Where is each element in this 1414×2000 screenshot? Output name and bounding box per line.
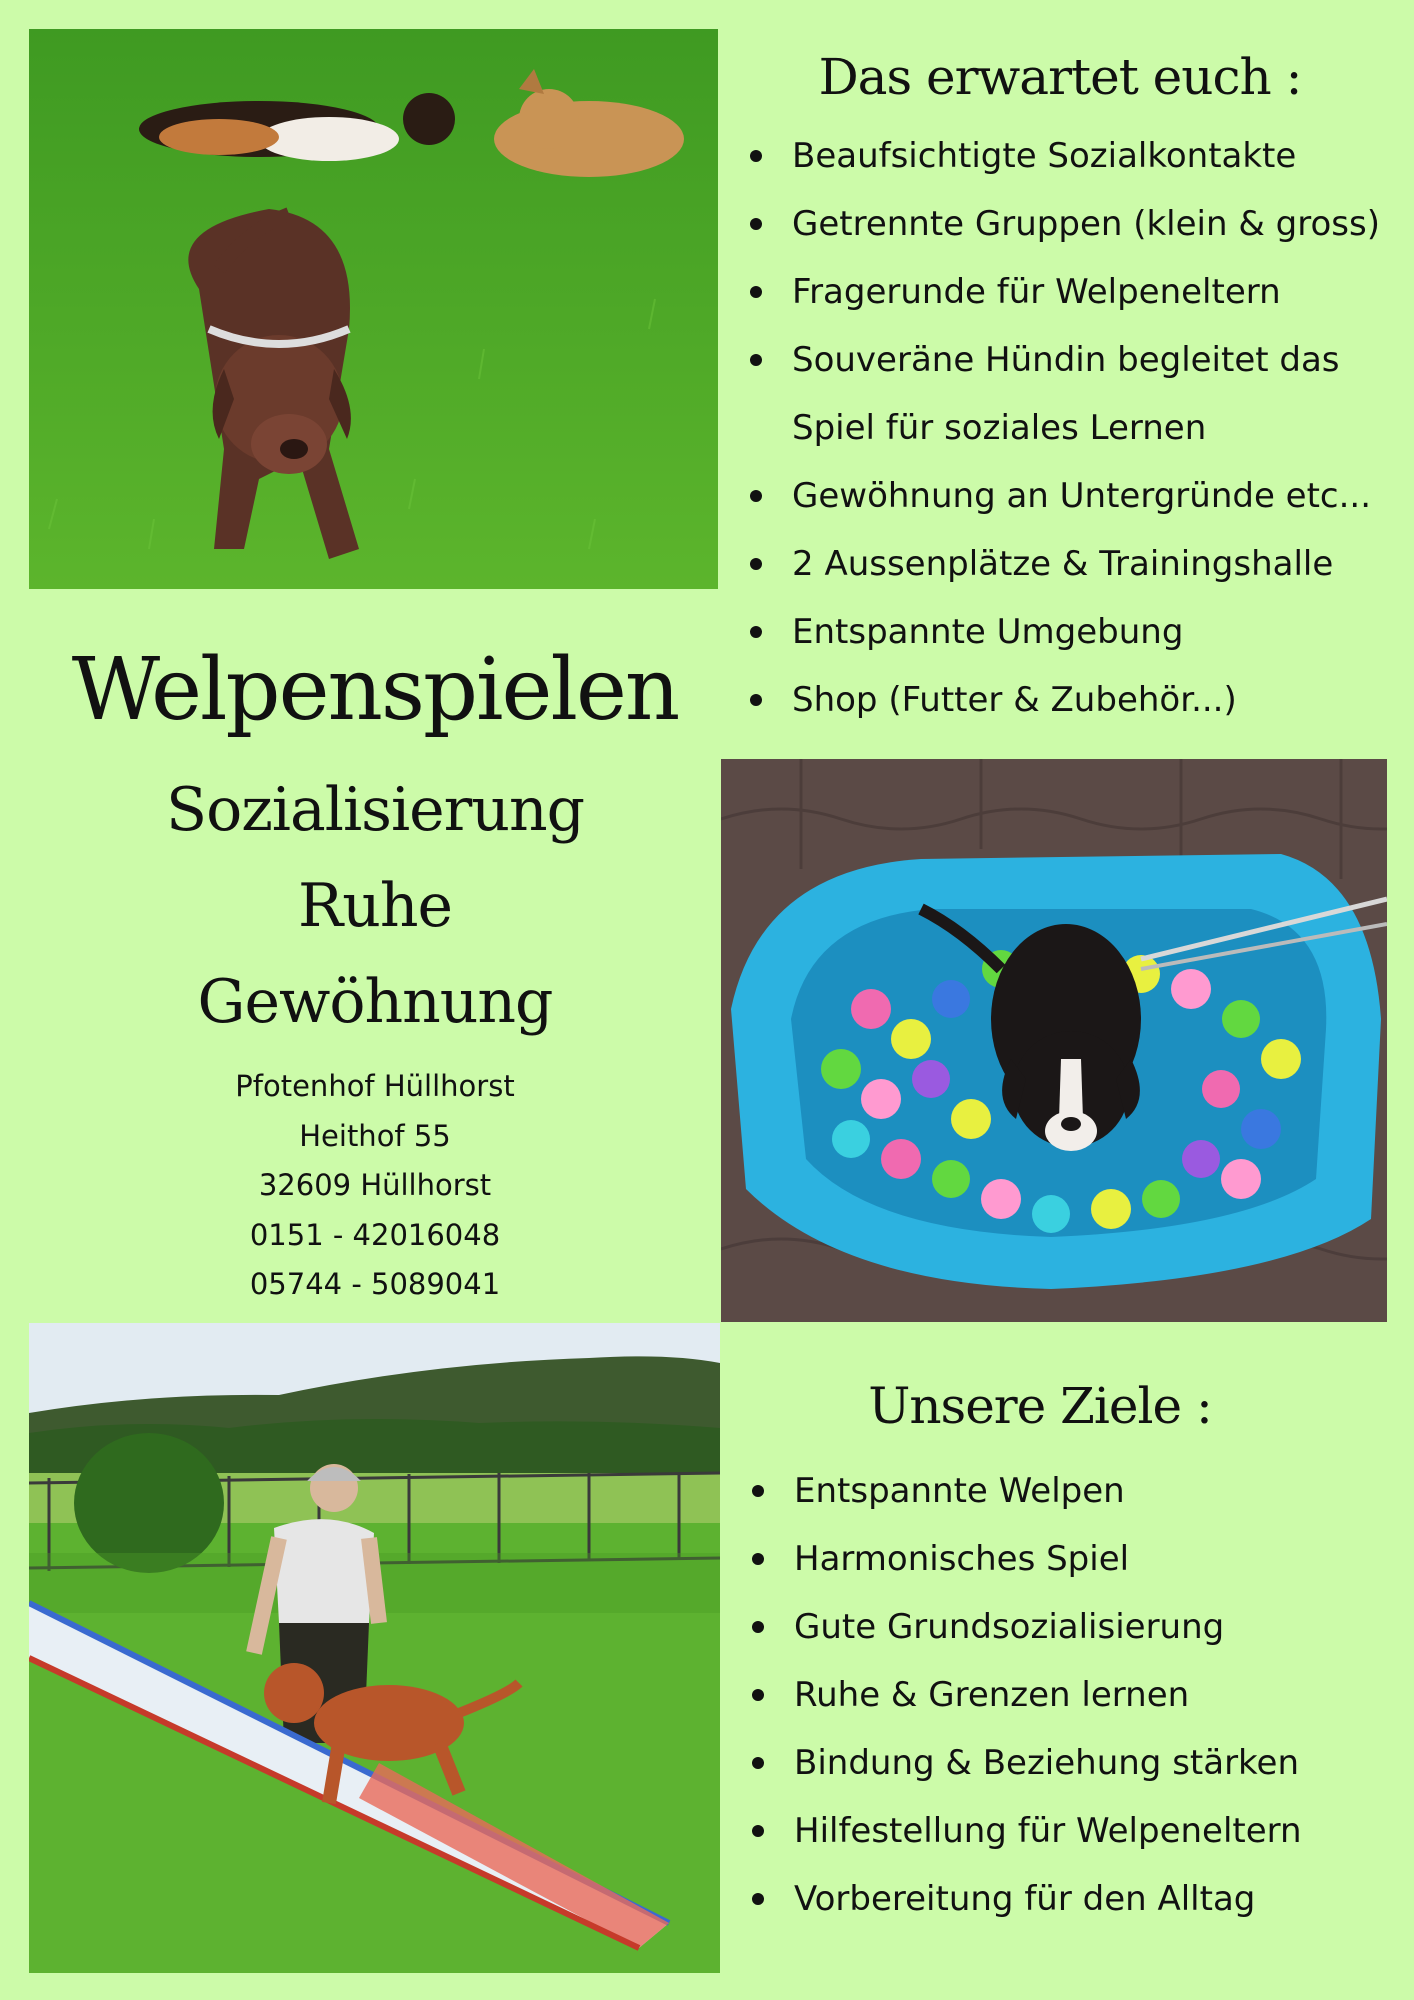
expect-list	[750, 122, 1380, 734]
list-item: Entspannte Welpen	[752, 1457, 1302, 1525]
expect-title: Das erwartet euch :	[818, 48, 1302, 106]
list-item: 2 Aussenplätze & Trainingshalle	[750, 530, 1380, 598]
list-item: Hilfestellung für Welpeneltern	[752, 1797, 1302, 1865]
list-item: Shop (Futter & Zubehör...)	[750, 666, 1380, 734]
phone-landline: 05744 - 5089041	[249, 1267, 501, 1301]
photo-dogs-on-grass	[29, 29, 718, 589]
photo-puppy-ball-pool	[721, 759, 1387, 1322]
subtitle-habituation: Gewöhnung	[197, 967, 553, 1037]
subtitle-calm: Ruhe	[298, 871, 452, 941]
goals-list	[752, 1457, 1302, 1933]
list-item-continuation: Spiel für soziales Lernen	[792, 408, 1207, 448]
subtitle-socialization: Sozialisierung	[165, 775, 585, 845]
subtitle-list	[40, 762, 710, 1050]
address-name: Pfotenhof Hüllhorst	[235, 1069, 515, 1103]
photo-agility-ramp	[29, 1323, 720, 1973]
list-item: Gute Grundsozialisierung	[752, 1593, 1302, 1661]
phone-mobile: 0151 - 42016048	[249, 1217, 501, 1252]
list-item: Bindung & Beziehung stärken	[752, 1729, 1302, 1797]
list-item: Entspannte Umgebung	[750, 598, 1380, 666]
main-title: Welpenspielen	[71, 640, 679, 740]
list-item: Souveräne Hündin begleitet das	[750, 326, 1380, 394]
list-item: Harmonisches Spiel	[752, 1525, 1302, 1593]
list-item: Fragerunde für Welpeneltern	[750, 258, 1380, 326]
list-item: Ruhe & Grenzen lernen	[752, 1661, 1302, 1729]
goals-title: Unsere Ziele :	[868, 1377, 1212, 1435]
list-item: Vorbereitung für den Alltag	[752, 1865, 1302, 1933]
address-block	[40, 1062, 710, 1310]
list-item: Getrennte Gruppen (klein & gross)	[750, 190, 1380, 258]
address-city: 32609 Hüllhorst	[258, 1168, 492, 1202]
list-item: Gewöhnung an Untergründe etc...	[750, 462, 1380, 530]
address-street: Heithof 55	[299, 1118, 451, 1153]
list-item: Beaufsichtigte Sozialkontakte	[750, 122, 1380, 190]
